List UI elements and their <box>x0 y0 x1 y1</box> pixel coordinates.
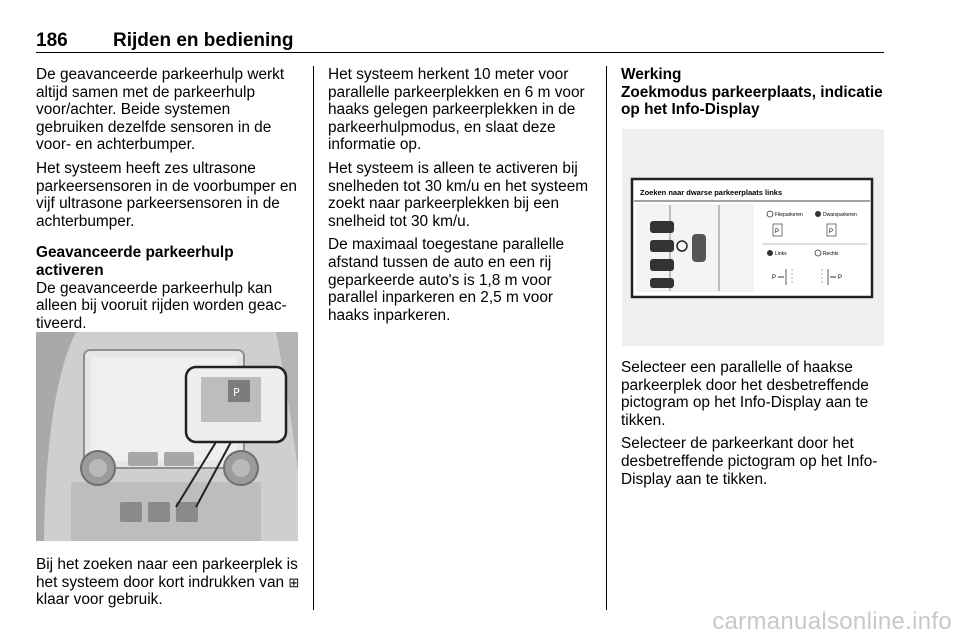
column-2 <box>328 66 592 330</box>
column-1-bottom <box>36 556 300 615</box>
svg-text:P: P <box>233 386 240 399</box>
paragraph: Het systeem is alleen te activeren bij snelheden tot 30 km/u en het systeem zoekt naar parkeerplekken bij een snelheid tot 30 km/u. <box>328 159 589 230</box>
dashboard-photo <box>36 332 298 541</box>
paragraph: De geavanceerde parkeerhulp werkt altijd samen met de parkeerhulp voor/achter. Beide systemen gebruiken dezelfde sensoren in de voor- en achterbumper. <box>36 66 285 154</box>
paragraph: Selecteer een parallelle of haakse parkeerplek door het desbetreffende pictogram op het Info-Display aan te tikken. <box>621 359 869 429</box>
subheading: Geavanceerde parkeerhulp activeren <box>36 244 234 279</box>
watermark: carmanualsonline.info <box>712 608 952 635</box>
parking-glyph: P <box>829 229 834 235</box>
column-divider <box>313 66 314 610</box>
paragraph: Selecteer de parkeerkant door het desbetreffende pictogram op het Info-Display aan te tikken. <box>621 435 878 488</box>
park-assist-icon: ⊞ <box>288 574 300 590</box>
screen-title: Zoeken naar dwarse parkeerplaats links <box>640 188 783 197</box>
text: klaar voor gebruik. <box>36 591 163 609</box>
paragraph: Het systeem heeft zes ultrasone parkeersensoren in de voorbumper en vijf ultrasone parkeersensoren in de achterbumper. <box>36 159 297 230</box>
option-parallel[interactable]: Fileparkeren <box>775 212 803 218</box>
column-3 <box>621 66 885 119</box>
page-header <box>36 30 884 53</box>
paragraph: De maximaal toegestane parallelle afstand tussen de auto en een rij geparkeerde auto's is 1,8 m voor parallel inparkeren en 2,5 m voor haaks inparkeren. <box>328 236 565 324</box>
info-display-figure <box>622 129 884 346</box>
text: Bij het zoeken naar een parkeerplek is het systeem door kort indrukken van <box>36 556 298 591</box>
option-perpendicular[interactable]: Dwarsparkeren <box>823 212 857 218</box>
paragraph: De geavanceerde parkeerhulp kan alleen bij vooruit rijden worden geac-tiveerd. <box>36 279 287 332</box>
subheading: Zoekmodus parkeerplaats, indicatie op het Info-Display <box>621 83 883 119</box>
column-3-bottom <box>621 359 885 494</box>
dashboard-illustration <box>36 332 298 541</box>
paragraph: Het systeem herkent 10 meter voor parallelle parkeerplekken en 6 m voor haaks gelegen parkeerplekken in de parkeerhulpmodus, en slaat deze informatie op. <box>328 66 585 154</box>
paragraph <box>36 556 300 609</box>
column-divider <box>606 66 607 610</box>
section-title: Rijden en bediening <box>113 30 294 51</box>
parking-glyph: P <box>838 275 843 281</box>
column-1 <box>36 66 300 338</box>
page-number: 186 <box>36 30 68 51</box>
parking-glyph: P <box>775 229 780 235</box>
option-left[interactable]: Links <box>775 251 787 257</box>
parking-glyph: P <box>772 275 777 281</box>
option-right[interactable]: Rechts <box>823 251 839 257</box>
info-display-illustration <box>622 129 884 346</box>
subheading: Werking <box>621 66 682 83</box>
